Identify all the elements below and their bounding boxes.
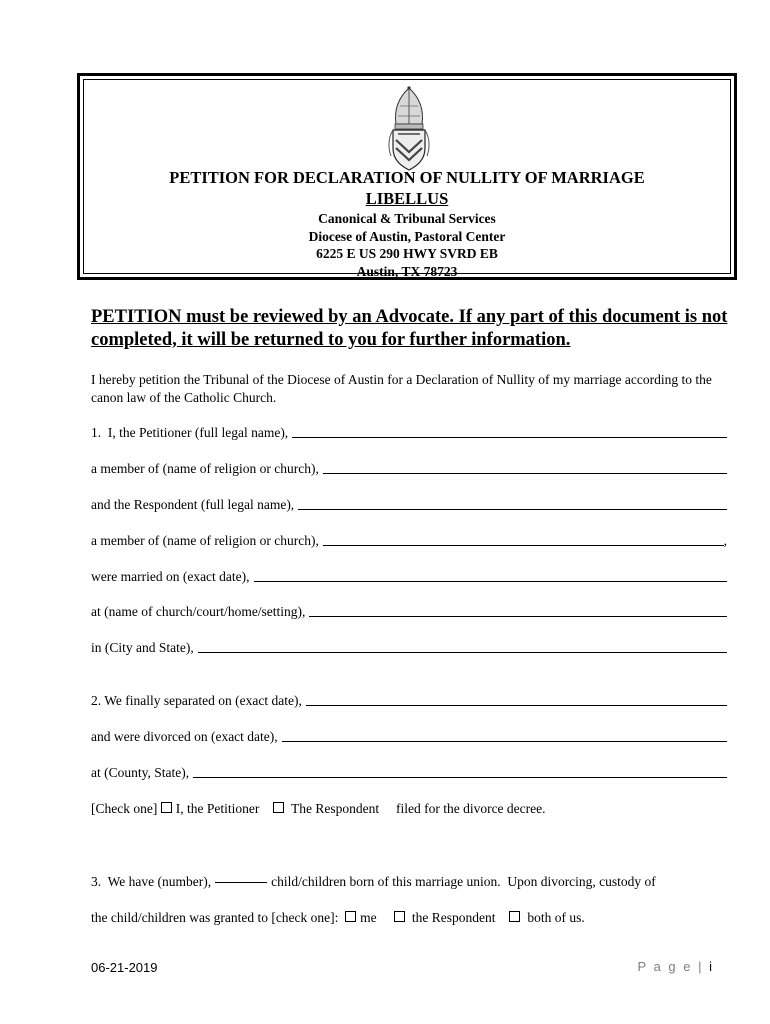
diocese-seal-icon [384, 86, 434, 172]
divorce-date-row [91, 728, 727, 746]
marriage-city-row [91, 639, 727, 657]
intro-paragraph: I hereby petition the Tribunal of the Diocese of Austin for a Declaration of Nullity of my marriage according to the canon law of the Catholic Church. [91, 372, 712, 405]
custody-respondent-checkbox[interactable] [394, 911, 405, 922]
divorce-county-row [91, 764, 727, 782]
petitioner-religion-row [91, 460, 727, 478]
marriage-place-label: at (name of church/court/home/setting), [91, 604, 306, 619]
marriage-city-field[interactable] [198, 651, 727, 653]
children-count-field[interactable] [215, 882, 267, 883]
marriage-city-label: in (City and State), [91, 640, 194, 655]
respondent-name-field[interactable] [298, 508, 727, 510]
office-name: Canonical & Tribunal Services [318, 211, 496, 226]
page-number: i [709, 959, 712, 974]
both-option-label: both of us. [527, 910, 585, 925]
marriage-place-row [91, 603, 727, 621]
comma: , [723, 533, 727, 548]
form-title: PETITION FOR DECLARATION OF NULLITY OF MARRIAGE [169, 168, 645, 187]
form-subtitle: LIBELLUS [365, 189, 449, 208]
divorce-filer-row [91, 800, 731, 818]
respondent-name-label: and the Respondent (full legal name), [91, 497, 295, 512]
petitioner-religion-field[interactable] [323, 472, 727, 474]
check-one-label: [Check one] [91, 801, 158, 816]
filed-for-divorce-label: filed for the divorce decree. [395, 801, 546, 816]
header-box [77, 73, 737, 280]
divorce-date-label: and were divorced on (exact date), [91, 729, 278, 744]
separation-date-row [91, 692, 727, 710]
children-count-label: 3. We have (number), [91, 874, 212, 889]
me-option-label: me [360, 910, 377, 925]
street-address: 6225 E US 290 HWY SVRD EB [316, 246, 498, 261]
divorce-county-label: at (County, State), [91, 765, 190, 780]
separation-date-label: 2. We finally separated on (exact date), [91, 693, 302, 708]
petitioner-option-label: I, the Petitioner [175, 801, 260, 816]
marriage-date-label: were married on (exact date), [91, 569, 250, 584]
marriage-date-row [91, 568, 727, 586]
children-count-row [91, 873, 731, 891]
respondent-checkbox[interactable] [273, 802, 284, 813]
divorce-date-field[interactable] [282, 740, 727, 742]
custody-respondent-label: the Respondent [411, 910, 496, 925]
respondent-option-label: The Respondent [290, 801, 380, 816]
petitioner-checkbox[interactable] [161, 802, 172, 813]
page-indicator: P a g e | i [637, 959, 712, 974]
city-state-zip: Austin, TX 78723 [356, 264, 458, 279]
divorce-county-field[interactable] [193, 776, 727, 778]
petitioner-name-field[interactable] [292, 436, 727, 438]
marriage-place-field[interactable] [309, 615, 727, 617]
advocate-warning: PETITION must be reviewed by an Advocate. If any part of this document is not completed, it will be returned to you for further information. [91, 307, 728, 350]
petitioner-name-label: 1. I, the Petitioner (full legal name), [91, 425, 289, 440]
petitioner-name-row [91, 424, 727, 442]
children-custody-text: child/children born of this marriage union. Upon divorcing, custody of [271, 874, 656, 889]
respondent-religion-row [91, 532, 727, 550]
respondent-religion-field[interactable] [323, 544, 724, 546]
header-inner-border [83, 79, 731, 279]
page-label: P a g e [637, 959, 693, 974]
both-checkbox[interactable] [509, 911, 520, 922]
custody-label: the child/children was granted to [check one]: [91, 910, 339, 925]
respondent-religion-label: a member of (name of religion or church), [91, 533, 319, 548]
revision-date: 06-21-2019 [91, 960, 158, 975]
me-checkbox[interactable] [345, 911, 356, 922]
diocese-name: Diocese of Austin, Pastoral Center [308, 229, 506, 244]
marriage-date-field[interactable] [254, 580, 727, 582]
petitioner-religion-label: a member of (name of religion or church), [91, 461, 319, 476]
separation-date-field[interactable] [306, 704, 727, 706]
respondent-name-row [91, 496, 727, 514]
custody-row [91, 909, 731, 927]
